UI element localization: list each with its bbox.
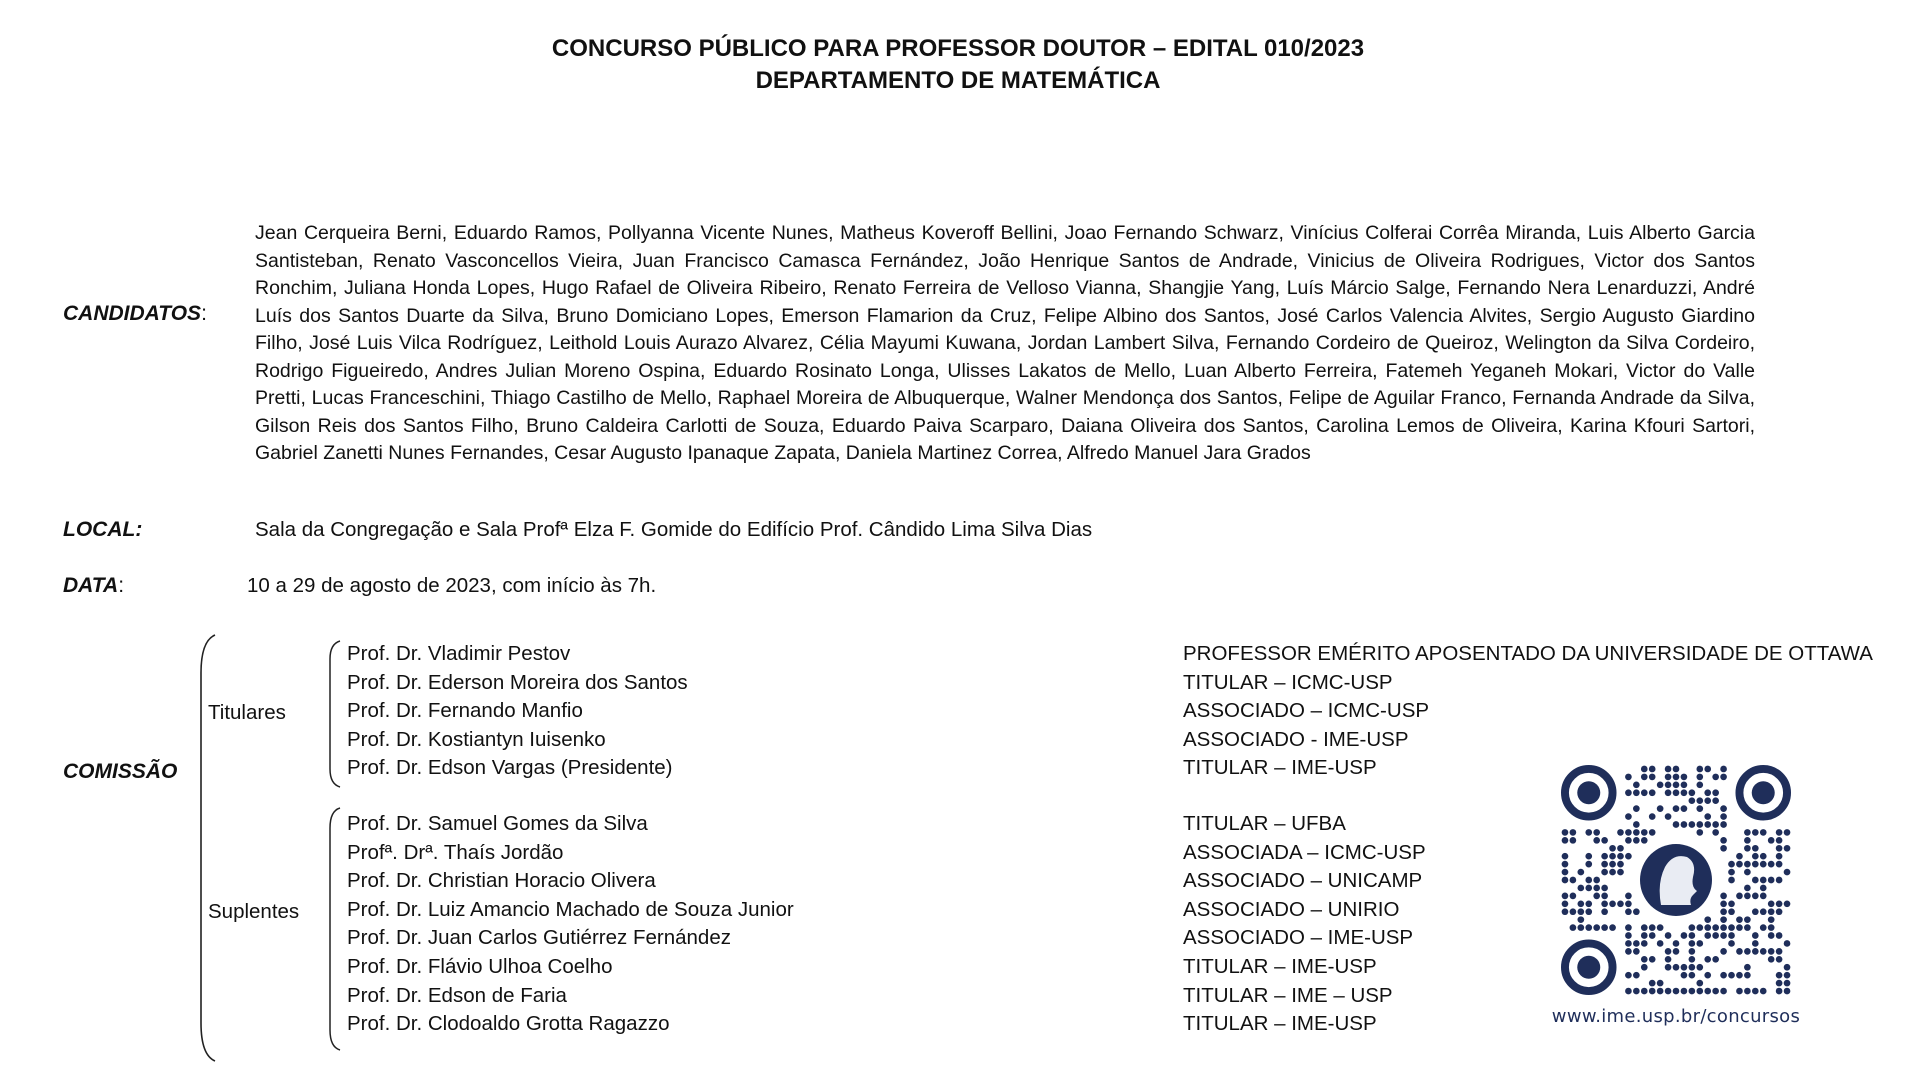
member-name: Prof. Dr. Edson de Faria: [347, 984, 567, 1007]
member-name: Prof. Dr. Christian Horacio Olivera: [347, 869, 656, 892]
document-title: CONCURSO PÚBLICO PARA PROFESSOR DOUTOR – EDITAL 010/2023: [551, 35, 1365, 62]
member-role: TITULAR – IME-USP: [1183, 756, 1377, 779]
member-role: TITULAR – IME-USP: [1183, 1012, 1377, 1035]
candidates-list: Jean Cerqueira Berni, Eduardo Ramos, Pollyanna Vicente Nunes, Matheus Koveroff Bellini, Joao Fernando Schwarz, Vinícius Colferai Corrêa Miranda, Luis Alberto Garcia Santisteban, Renato Vasconcellos Vieira, Juan Francisco Camasca Fernández, João Henrique Santos de Andrade, Vinicius de Oliveira Rodrigues, Victor dos Santos Ronchim, Juliana Honda Lopes, Hugo Rafael de Oliveira Ribeiro, Renato Ferreira de Velloso Vianna, Shangjie Yang, Luís Márcio Salge, Fernando Nera Lenarduzzi, André Luís dos Santos Duarte da Silva, Bruno Domiciano Lopes, Emerson Flamarion da Cruz, Felipe Albino dos Santos, José Carlos Valencia Alvites, Sergio Augusto Giardino Filho, José Luis Vilca Rodríguez, Leithold Louis Aurazo Alvarez, Célia Mayumi Kuwana, Jordan Lambert Silva, Fernando Cordeiro de Queiroz, Welington da Silva Cordeiro, Rodrigo Figueiredo, Andres Julian Moreno Ospina, Eduardo Rosinato Longa, Ulisses Lakatos de Mello, Luan Alberto Ferreira, Fatemeh Yeganeh Mokari, Victor do Valle Pretti, Lucas Franceschini, Thiago Castilho de Mello, Raphael Moreira de Albuquerque, Walner Mendonça dos Santos, Felipe de Aguilar Franco, Fernanda Andrade da Silva, Gilson Reis dos Santos Filho, Bruno Caldeira Carlotti de Souza, Eduardo Paiva Scarparo, Daiana Oliveira dos Santos, Carolina Lemos de Oliveira, Karina Kfouri Sartori, Gabriel Zanetti Nunes Fernandes, Cesar Augusto Ipanaque Zapata, Daniela Martinez Correa, Alfredo Manuel Jara Grados: [255, 222, 1755, 464]
date-value: 10 a 29 de agosto de 2023, com início às 7h.: [247, 574, 657, 597]
member-role: ASSOCIADO – UNICAMP: [1183, 869, 1423, 892]
commission-brace: [195, 633, 225, 1063]
member-role: PROFESSOR EMÉRITO APOSENTADO DA UNIVERSIDADE DE OTTAWA: [1183, 642, 1873, 665]
titulares-label: Titulares: [208, 701, 286, 724]
suplentes-label: Suplentes: [208, 900, 300, 923]
titulares-brace: [326, 639, 346, 789]
member-name: Profª. Drª. Thaís Jordão: [347, 841, 564, 864]
member-role: ASSOCIADO – IME-USP: [1183, 926, 1414, 949]
suplentes-brace: [326, 806, 346, 1052]
member-role: TITULAR – UFBA: [1183, 812, 1346, 835]
member-name: Prof. Dr. Fernando Manfio: [347, 699, 583, 722]
member-role: TITULAR – IME – USP: [1183, 984, 1393, 1007]
member-name: Prof. Dr. Luiz Amancio Machado de Souza Junior: [347, 898, 794, 921]
commission-label: COMISSÃO: [63, 760, 178, 783]
member-role: ASSOCIADO - IME-USP: [1183, 728, 1409, 751]
local-value: Sala da Congregação e Sala Profª Elza F. Gomide do Edifício Prof. Cândido Lima Silva Dias: [255, 518, 1093, 541]
member-role: ASSOCIADO – ICMC-USP: [1183, 699, 1430, 722]
member-name: Prof. Dr. Flávio Ulhoa Coelho: [347, 955, 613, 978]
member-role: TITULAR – IME-USP: [1183, 955, 1377, 978]
member-role: TITULAR – ICMC-USP: [1183, 671, 1393, 694]
qr-code: [1561, 765, 1791, 995]
member-name: Prof. Dr. Ederson Moreira dos Santos: [347, 671, 688, 694]
candidates-label: CANDIDATOS:: [63, 302, 207, 325]
local-label: LOCAL:: [63, 518, 143, 541]
member-name: Prof. Dr. Vladimir Pestov: [347, 642, 571, 665]
department-title: DEPARTAMENTO DE MATEMÁTICA: [755, 67, 1161, 94]
member-name: Prof. Dr. Clodoaldo Grotta Ragazzo: [347, 1012, 670, 1035]
member-role: ASSOCIADO – UNIRIO: [1183, 898, 1400, 921]
member-name: Prof. Dr. Samuel Gomes da Silva: [347, 812, 648, 835]
date-label: DATA:: [63, 574, 125, 597]
member-name: Prof. Dr. Kostiantyn Iuisenko: [347, 728, 606, 751]
qr-code-icon: [1561, 765, 1791, 995]
qr-url: www.ime.usp.br/concursos: [1551, 1006, 1801, 1027]
member-role: ASSOCIADA – ICMC-USP: [1183, 841, 1426, 864]
member-name: Prof. Dr. Edson Vargas (Presidente): [347, 756, 673, 779]
member-name: Prof. Dr. Juan Carlos Gutiérrez Fernández: [347, 926, 731, 949]
